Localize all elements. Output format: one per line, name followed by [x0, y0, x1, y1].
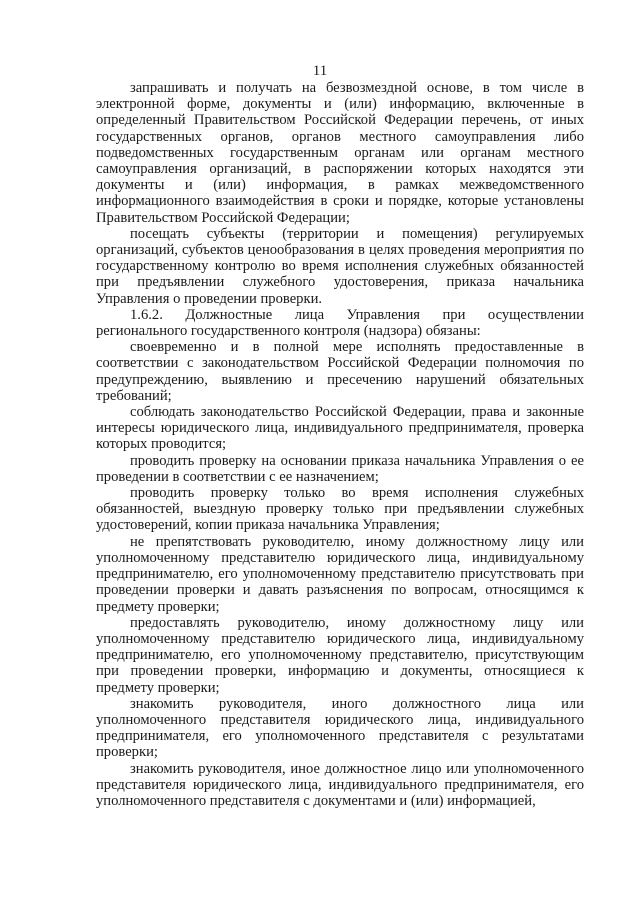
- paragraph-section-1-6-2: 1.6.2. Должностные лица Управления при осуществлении регионального государственного контроля (надзора) обязаны:: [96, 306, 584, 340]
- document-body: [96, 80, 584, 809]
- paragraph-familiarize-results: знакомить руководителя, иного должностного лица или уполномоченного представителя юридического лица, индивидуального предпринимателя, его уполномоченного представителя с результатами проверки;: [96, 695, 584, 761]
- paragraph-conduct-during-duty: проводить проверку только во время исполнения служебных обязанностей, выездную проверку только при предъявлении служебных удостоверений, копии приказа начальника Управления;: [96, 485, 584, 534]
- page-number: 11: [312, 63, 328, 79]
- paragraph-conduct-by-order: проводить проверку на основании приказа начальника Управления о ее проведении в соответствии с ее назначением;: [96, 452, 584, 485]
- paragraph-exercise-powers: своевременно и в полной мере исполнять предоставленные в соответствии с законодательством Российской Федерации полномочия по предупреждению, выявлению и пресечению нарушений обязательных требований;: [96, 339, 584, 404]
- paragraph-observe-legislation: соблюдать законодательство Российской Федерации, права и законные интересы юридического лица, индивидуального предпринимателя, проверка которых проводится;: [96, 404, 584, 453]
- paragraph-visit-organizations: посещать субъекты (территории и помещения) регулируемых организаций, субъектов ценообразования в целях проведения мероприятия по государственному контролю во время исполнения служебных обязанностей при предъявлении служебного удостоверения, приказа начальника Управления о проведении проверки.: [96, 225, 584, 307]
- paragraph-familiarize-documents: знакомить руководителя, иное должностное лицо или уполномоченного представителя юридического лица, индивидуального предпринимателя, его уполномоченного представителя с документами и (или) информацией,: [96, 760, 584, 809]
- paragraph-request-information: запрашивать и получать на безвозмездной основе, в том числе в электронной форме, документы и (или) информацию, включенные в определенный Правительством Российской Федерации перечень, от иных государственных органов, органов местного самоуправления либо подведомственных государственным органам или органам местного самоуправления организаций, в распоряжении которых находятся эти документы и (или) информация, в рамках межведомственного информационного взаимодействия в сроки и порядке, которые установлены Правительством Российской Федерации;: [96, 80, 584, 226]
- paragraph-do-not-obstruct: не препятствовать руководителю, иному должностному лицу или уполномоченному представителю юридического лица, индивидуальному предпринимателю, его уполномоченному представителю присутствовать при проведении проверки и давать разъяснения по вопросам, относящимся к предмету проверки;: [96, 533, 584, 615]
- paragraph-provide-information: предоставлять руководителю, иному должностному лицу или уполномоченному представителю юридического лица, индивидуальному предпринимателю, его уполномоченному представителю, присутствующим при проведении проверки, информацию и документы, относящиеся к предмету проверки;: [96, 614, 584, 696]
